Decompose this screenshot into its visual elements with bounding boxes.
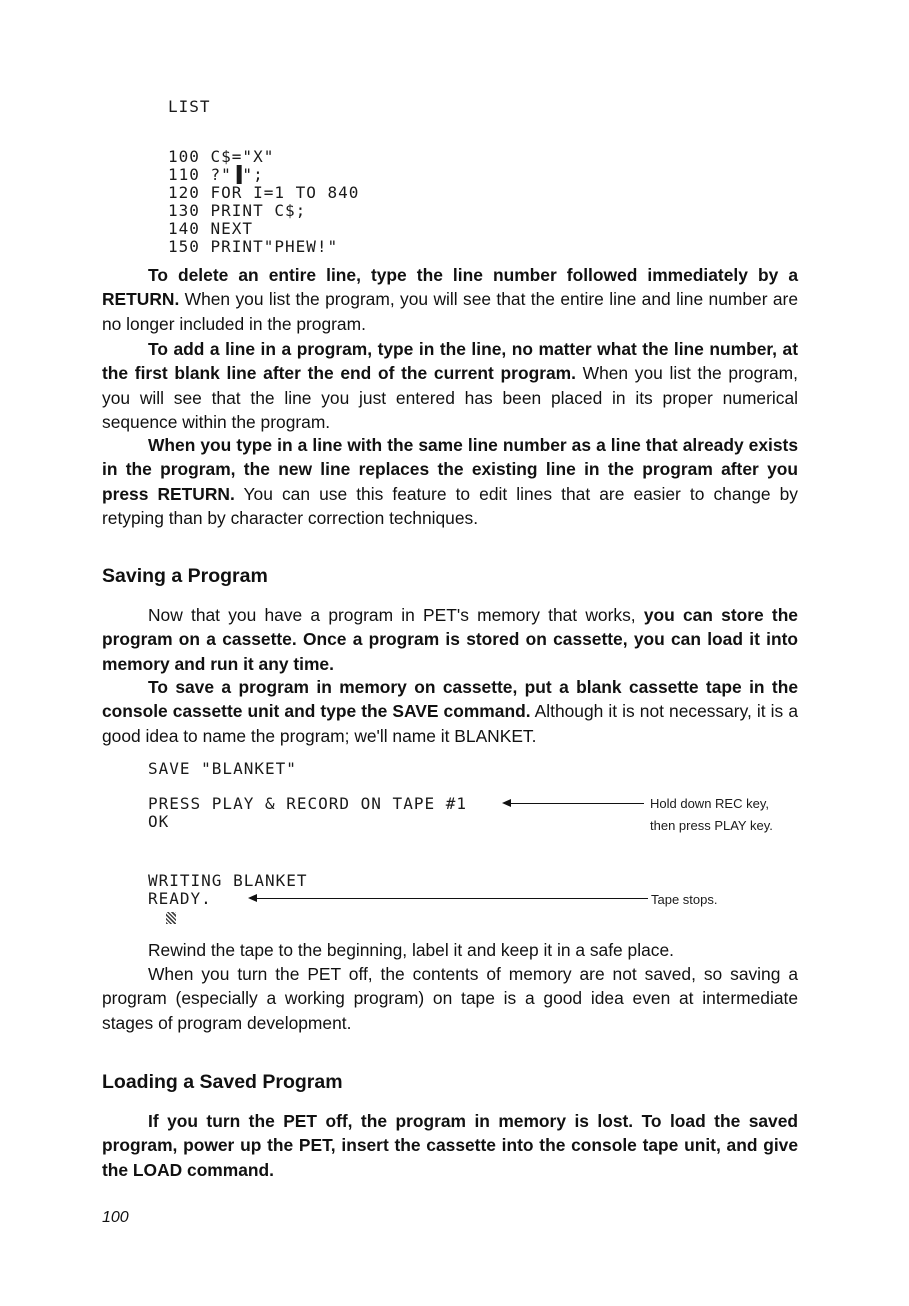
paragraph-delete-line <box>102 263 798 336</box>
arrow-left-icon <box>250 898 648 899</box>
paragraph-add-line <box>102 337 798 435</box>
body-text: You can use this feature to edit lines that are easier to change by retyping than by character correction techniques. <box>102 483 798 529</box>
emphasis: When you type in a line with the same line number as a line that already exists in the program, the new line replaces the existing line in the program after you press RETURN. <box>102 435 798 504</box>
emphasis: you can store the program on a cassette. Once a program is stored on cassette, you can load it into memory and run it any time. <box>102 605 798 674</box>
writing-line: WRITING BLANKET <box>148 871 308 890</box>
save-command-line: SAVE "BLANKET" <box>148 759 297 778</box>
emphasis: If you turn the PET off, the program in memory is lost. To load the saved program, power up the PET, insert the cassette into the console tape unit, and give the LOAD command. <box>102 1111 798 1180</box>
annotation-rec-key: Hold down REC key, <box>650 796 769 811</box>
ok-line: OK <box>148 812 170 831</box>
annotation-play-key: then press PLAY key. <box>650 818 773 833</box>
code-line: 100 C$="X" <box>168 147 275 166</box>
press-play-record-line: PRESS PLAY & RECORD ON TAPE #1 <box>148 794 467 813</box>
body-text: When you list the program, you will see that the entire line and line number are no longer included in the program. <box>102 289 798 334</box>
body-text: Although it is not necessary, it is a good idea to name the program; we'll name it BLANKET. <box>102 701 798 746</box>
section-heading-saving: Saving a Program <box>102 565 268 587</box>
annotation-tape-stops: Tape stops. <box>651 892 718 907</box>
paragraph-replace-line <box>102 433 798 531</box>
cursor-block <box>166 912 176 924</box>
emphasis: To delete an entire line, type the line number followed immediately by a RETURN. <box>102 265 798 310</box>
code-line: 140 NEXT <box>168 219 254 238</box>
emphasis: To save a program in memory on cassette, put a blank cassette tape in the console cassette unit and type the SAVE command. <box>102 677 798 722</box>
code-line: 120 FOR I=1 TO 840 <box>168 183 360 202</box>
emphasis: To add a line in a program, type in the line, no matter what the line number, at the first blank line after the end of the current program. <box>102 339 798 384</box>
body-text: Now that you have a program in PET's memory that works, <box>148 605 644 625</box>
page-number: 100 <box>102 1209 129 1226</box>
paragraph-rewind: Rewind the tape to the beginning, label it and keep it in a safe place. <box>148 940 674 960</box>
paragraph-memory-not-saved: When you turn the PET off, the contents of memory are not saved, so saving a program (especially a working program) on tape is a good idea even at intermediate stages of program development. <box>102 964 798 1033</box>
list-command: LIST <box>168 97 211 116</box>
paragraph-save-command <box>102 675 798 748</box>
code-line: 150 PRINT"PHEW!" <box>168 237 339 256</box>
arrow-left-icon <box>504 803 644 804</box>
code-line: 110 ?"▐"; <box>168 165 264 184</box>
paragraph-saving-intro <box>102 603 798 676</box>
section-heading-loading: Loading a Saved Program <box>102 1071 343 1093</box>
paragraph-load-command <box>102 1109 798 1182</box>
body-text: When you list the program, you will see that the line you just entered has been placed in its proper numerical sequence within the program. <box>102 363 798 433</box>
code-line: 130 PRINT C$; <box>168 201 307 220</box>
ready-line: READY. <box>148 889 212 908</box>
